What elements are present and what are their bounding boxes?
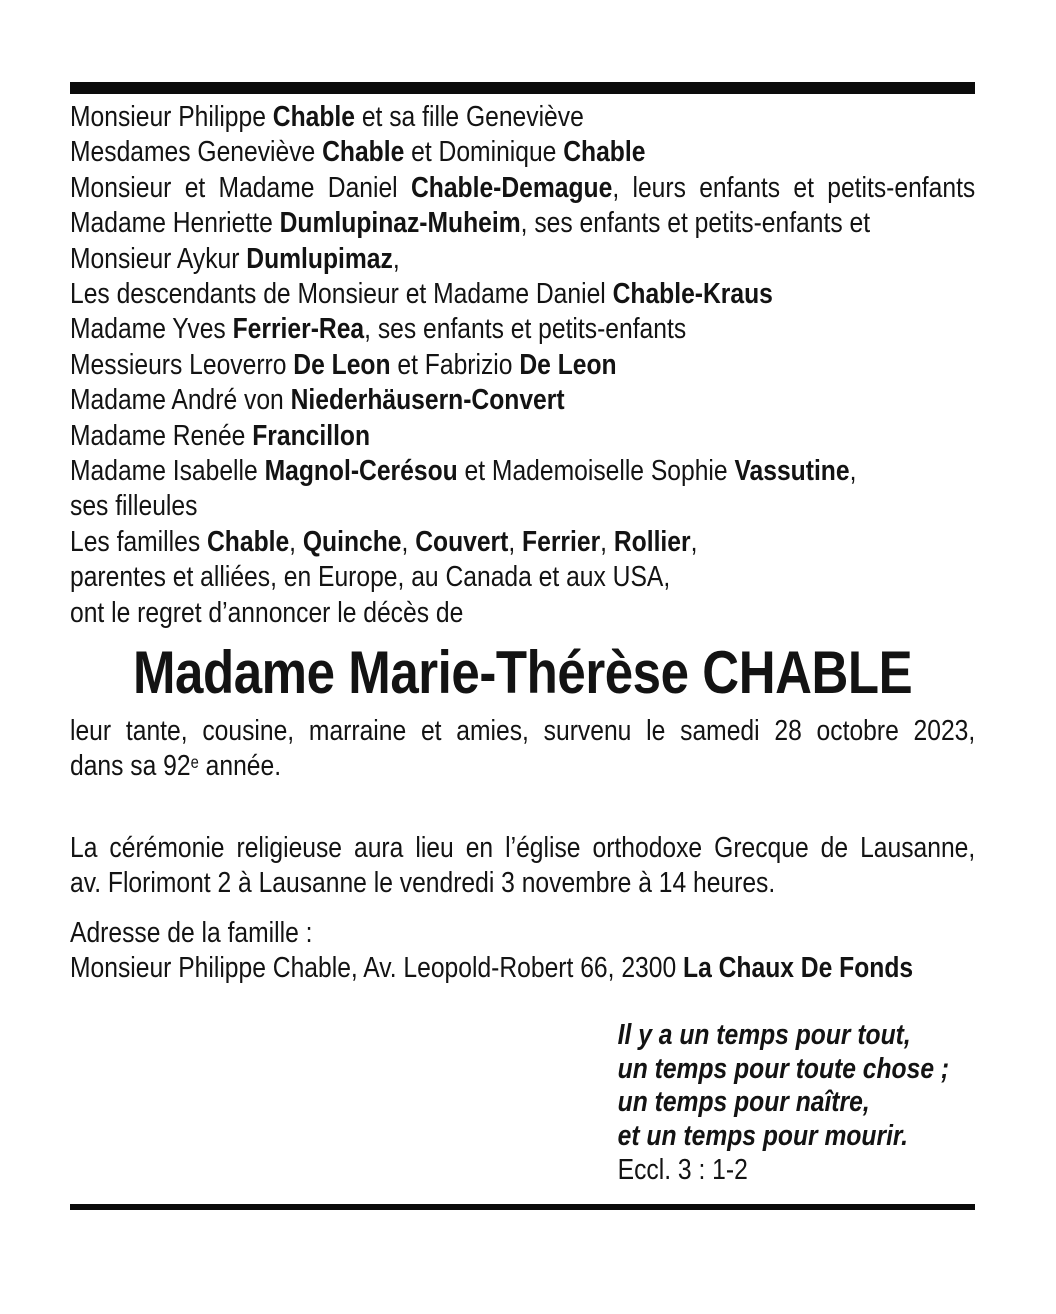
mourner-line: Messieurs Leoverro De Leon et Fabrizio De Leon <box>70 348 617 381</box>
mourner-line: Les descendants de Monsieur et Madame Daniel Chable-Kraus <box>70 278 773 311</box>
top-rule <box>70 82 975 94</box>
announcement-line: ont le regret d’annoncer le décès de <box>70 596 464 629</box>
mourner-line: Monsieur Aykur Dumlupimaz, <box>70 242 400 275</box>
mourner-line: Monsieur Philippe Chable et sa fille Geneviève <box>70 101 584 133</box>
families-line: Les familles Chable, Quinche, Couvert, Ferrier, Rollier, <box>70 525 698 558</box>
ceremony-line: La cérémonie religieuse aura lieu en l’église orthodoxe Grecque de Lausanne, <box>70 832 976 864</box>
mourner-line: ses filleules <box>70 490 198 523</box>
quote-line: et un temps pour mourir. <box>617 1120 909 1153</box>
quote-line: Il y a un temps pour tout, <box>617 1019 911 1051</box>
family-address-line: Monsieur Philippe Chable, Av. Leopold-Robert 66, 2300 La Chaux De Fonds <box>70 952 914 985</box>
quote-line: un temps pour toute chose ; <box>617 1052 950 1085</box>
scripture-quote <box>70 1019 975 1188</box>
mourner-line: Madame Yves Ferrier-Rea, ses enfants et petits-enfants <box>70 313 687 346</box>
ceremony-line: av. Florimont 2 à Lausanne le vendredi 3 novembre à 14 heures. <box>70 867 776 900</box>
families-line: parentes et alliées, en Europe, au Canada et aux USA, <box>70 561 671 594</box>
ceremony-details <box>70 831 975 902</box>
mourner-line: Madame Isabelle Magnol-Cerésou et Mademoiselle Sophie Vassutine, <box>70 455 857 488</box>
family-address <box>70 916 975 987</box>
mourner-line: Madame André von Niederhäusern-Convert <box>70 384 565 417</box>
quote-reference: Eccl. 3 : 1-2 <box>617 1153 748 1186</box>
mourner-line: Mesdames Geneviève Chable et Dominique Chable <box>70 136 646 169</box>
deceased-info-line: leur tante, cousine, marraine et amies, survenu le samedi 28 octobre 2023, <box>70 715 976 747</box>
deceased-info <box>70 714 975 788</box>
bottom-rule <box>70 1204 975 1210</box>
mourners-list <box>70 100 975 631</box>
quote-line: un temps pour naître, <box>617 1086 870 1119</box>
mourner-line: Madame Henriette Dumlupinaz-Muheim, ses enfants et petits-enfants et <box>70 207 871 240</box>
family-address-label: Adresse de la famille : <box>70 917 313 949</box>
deceased-name-title: Madame Marie-Thérèse CHABLE <box>132 639 913 706</box>
mourner-line: Madame Renée Francillon <box>70 419 371 452</box>
mourner-line: Monsieur et Madame Daniel Chable-Demague, leurs enfants et petits-enfants <box>70 171 976 204</box>
deceased-info-line: dans sa 92e année. <box>70 750 282 783</box>
